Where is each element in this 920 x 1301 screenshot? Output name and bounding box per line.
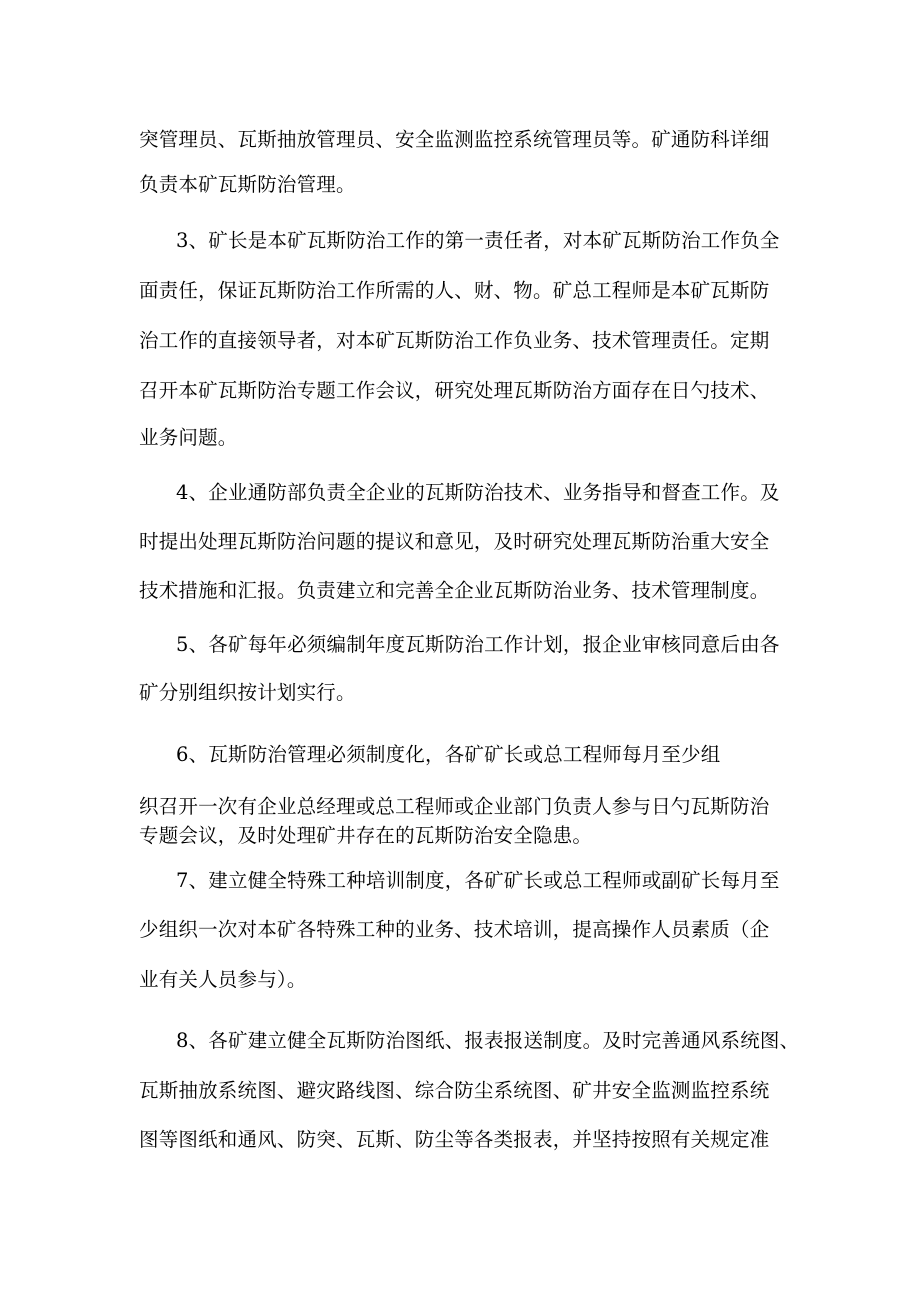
text-line: 业务问题。 [139, 426, 238, 449]
text-line: 织召开一次有企业总经理或总工程师或企业部门负责人参与日勺瓦斯防治 [139, 795, 770, 818]
text-line: 图等图纸和通风、防突、瓦斯、防尘等各类报表，并坚持按照有关规定准 [139, 1128, 770, 1151]
text-line: 瓦斯抽放系统图、避灾路线图、综合防尘系统图、矿井安全监测监控系统 [139, 1079, 770, 1102]
text-line: 专题会议，及时处理矿井存在的瓦斯防治安全隐患。 [139, 824, 593, 847]
paragraph-6-line: 6、瓦斯防治管理必须制度化，各矿矿长或总工程师每月至少组 [176, 743, 721, 766]
paragraph-3-line: 3、矿长是本矿瓦斯防治工作的第一责任者，对本矿瓦斯防治工作负全 [176, 229, 780, 252]
text-line: 治工作的直接领导者，对本矿瓦斯防治工作负业务、技术管理责任。定期 [139, 329, 770, 352]
text-line: 时提出处理瓦斯防治问题的提议和意见，及时研究处理瓦斯防治重大安全 [139, 530, 770, 553]
text-line: 业有关人员参与）。 [139, 968, 307, 991]
text-line: 少组织一次对本矿各特殊工种的业务、技术培训，提高操作人员素质（企 [139, 918, 770, 941]
text-line: 面责任，保证瓦斯防治工作所需的人、财、物。矿总工程师是本矿瓦斯防 [139, 279, 770, 302]
text-line: 技术措施和汇报。负责建立和完善全企业瓦斯防治业务、技术管理制度。 [139, 579, 770, 602]
text-line: 负责本矿瓦斯防治管理。 [139, 173, 356, 196]
text-line: 矿分别组织按计划实行。 [139, 681, 356, 704]
paragraph-7-line: 7、建立健全特殊工种培训制度，各矿矿长或总工程师或副矿长每月至 [176, 869, 780, 892]
text-line: 召开本矿瓦斯防治专题工作会议，研究处理瓦斯防治方面存在日勺技术、 [139, 379, 770, 402]
paragraph-4-line: 4、企业通防部负责全企业的瓦斯防治技术、业务指导和督查工作。及 [176, 481, 780, 504]
paragraph-8-line: 8、各矿建立健全瓦斯防治图纸、报表报送制度。及时完善通风系统图、 [176, 1029, 800, 1052]
text-line: 突管理员、瓦斯抽放管理员、安全监测监控系统管理员等。矿通防科详细 [139, 128, 770, 151]
paragraph-5-line: 5、各矿每年必须编制年度瓦斯防治工作计划，报企业审核同意后由各 [176, 633, 780, 656]
